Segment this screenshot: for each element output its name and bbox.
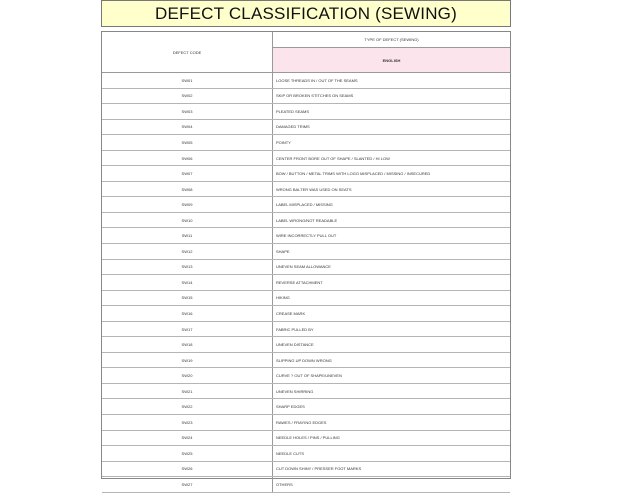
defect-description-cell: WIRE INCORRECTLY PULL OUT	[276, 233, 337, 239]
table-row	[102, 446, 510, 462]
code-column-header: DEFECT CODE	[102, 32, 273, 72]
table-row	[102, 415, 510, 431]
table-row	[102, 477, 510, 493]
defect-code-cell: SW15	[102, 291, 273, 306]
defect-code-cell: SW13	[102, 260, 273, 275]
defect-code-cell: SW03	[102, 104, 273, 119]
defect-description-cell: UNEVEN DISTANCE	[276, 342, 314, 348]
table-row	[102, 89, 510, 105]
table-row	[102, 462, 510, 478]
table-row	[102, 182, 510, 198]
table-row	[102, 368, 510, 384]
table-row	[102, 104, 510, 120]
defect-code-cell: SW07	[102, 166, 273, 181]
defect-code-cell: SW14	[102, 275, 273, 290]
defect-code-cell: SW11	[102, 228, 273, 243]
table-row	[102, 228, 510, 244]
defect-description-cell: REVERSE ATTACHMENT	[276, 279, 323, 285]
defect-description-cell: CURVE ? OUT OF SHAPE/UNEVEN	[276, 373, 342, 379]
table-body	[102, 73, 510, 493]
table-row	[102, 260, 510, 276]
table-header	[102, 32, 510, 73]
defect-description-cell: UNEVEN SHIRRING	[276, 388, 314, 394]
defect-description-cell: LABEL WRONG/NOT READABLE	[276, 217, 338, 223]
defect-description-cell: WRONG BALTER WAS USED ON SEATS	[276, 186, 352, 192]
table-row	[102, 322, 510, 338]
table-row	[102, 120, 510, 136]
table-row	[102, 431, 510, 447]
defect-description-cell: SHARP EDGES	[276, 404, 305, 410]
defect-description-cell: UNEVEN SEAM ALLOWANCE	[276, 264, 331, 270]
type-column-header: TYPE OF DEFECT (SEWING)	[273, 32, 510, 48]
table-row	[102, 244, 510, 260]
table-row	[102, 399, 510, 415]
table-row	[102, 73, 510, 89]
table-row	[102, 197, 510, 213]
defect-code-cell: SW02	[102, 89, 273, 104]
defect-description-cell: POINTY	[276, 139, 291, 145]
defect-description-cell: HIKING	[276, 295, 290, 301]
defect-code-cell: SW22	[102, 399, 273, 414]
defect-description-cell: PLEATED SEAMS	[276, 108, 310, 114]
table-row	[102, 166, 510, 182]
defect-description-cell: LABEL MISPLACED / MISSING	[276, 202, 333, 208]
language-column-header: ENGLISH	[273, 48, 510, 72]
table-row	[102, 291, 510, 307]
defect-code-cell: SW05	[102, 135, 273, 150]
defect-description-cell: NEEDLE CUTS	[276, 450, 305, 456]
table-row	[102, 384, 510, 400]
defect-description-cell: OTHERS	[276, 481, 293, 487]
defect-description-cell: SKIP OR BROKEN STITCHES ON SEAMS	[276, 93, 354, 99]
defect-description-cell: FABRIC PULLED BY	[276, 326, 314, 332]
defect-code-cell: SW18	[102, 337, 273, 352]
table-row	[102, 353, 510, 369]
defect-code-cell: SW21	[102, 384, 273, 399]
table-row	[102, 275, 510, 291]
defect-code-cell: SW06	[102, 151, 273, 166]
defect-description-cell: CREASE MARK	[276, 310, 306, 316]
defect-code-cell: SW24	[102, 431, 273, 446]
defect-code-cell: SW17	[102, 322, 273, 337]
table-row	[102, 135, 510, 151]
defect-description-cell: DAMAGED TRIMS	[276, 124, 310, 130]
defect-code-cell: SW01	[102, 73, 273, 88]
page-title: DEFECT CLASSIFICATION (SEWING)	[101, 0, 511, 27]
defect-code-cell: SW16	[102, 306, 273, 321]
defect-description-cell: SHAPE	[276, 248, 290, 254]
defect-code-cell: SW09	[102, 197, 273, 212]
defect-description-cell: SLIPPING UP DOWN WRONG	[276, 357, 332, 363]
defect-description-cell: LOOSE THREADS IN / OUT OF THE SEAMS	[276, 77, 358, 83]
defect-description-cell: CENTER FRONT BORE OUT OF SHAPE / SLANTED / HI LOW	[276, 155, 390, 161]
defect-description-cell: BOW / BUTTON / METAL TRIMS WITH LOGO MISPLACED / MISSING / INSECURED	[276, 171, 431, 177]
defect-code-cell: SW26	[102, 462, 273, 477]
defect-description-cell: CUT DOWN SHINY / PRESSER FOOT MARKS	[276, 466, 362, 472]
table-row	[102, 337, 510, 353]
defect-code-cell: SW20	[102, 368, 273, 383]
defect-code-cell: SW25	[102, 446, 273, 461]
table-row	[102, 213, 510, 229]
defect-description-cell: NEEDLE HOLES / PINS / PULLING	[276, 435, 340, 441]
defect-code-cell: SW19	[102, 353, 273, 368]
table-row	[102, 306, 510, 322]
table-row	[102, 151, 510, 167]
defect-table	[101, 31, 511, 487]
defect-code-cell: SW04	[102, 120, 273, 135]
defect-code-cell: SW27	[102, 477, 273, 492]
defect-code-cell: SW08	[102, 182, 273, 197]
defect-code-cell: SW10	[102, 213, 273, 228]
defect-code-cell: SW12	[102, 244, 273, 259]
defect-code-cell: SW23	[102, 415, 273, 430]
defect-description-cell: RAWES / FRAYING EDGES	[276, 419, 327, 425]
